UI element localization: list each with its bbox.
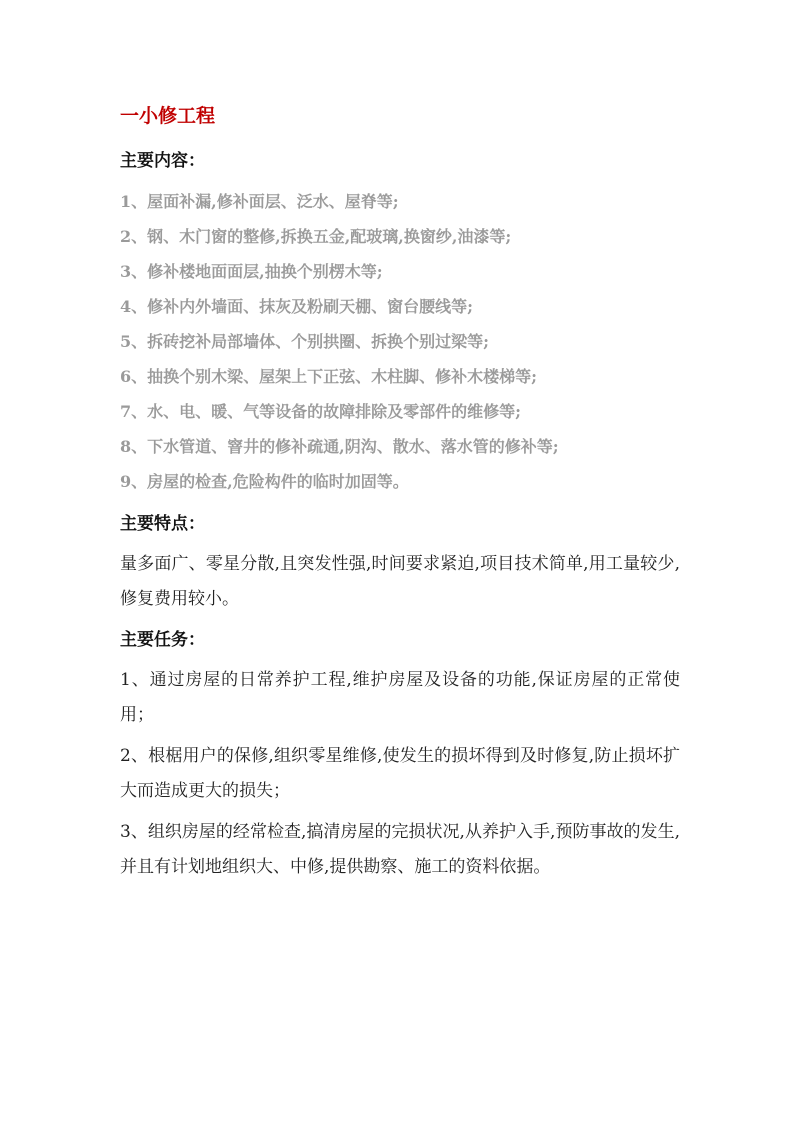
content-list bbox=[120, 184, 680, 499]
content-item-4: 4、修补内外墙面、抹灰及粉刷天棚、窗台腰线等; bbox=[120, 297, 474, 316]
document-title: 一小修工程 bbox=[120, 105, 216, 127]
content-item-1: 1、屋面补漏,修补面层、泛水、屋脊等; bbox=[120, 192, 399, 211]
features-heading: 主要特点： bbox=[120, 514, 205, 534]
task-item-1: 1、通过房屋的日常养护工程,维护房屋及设备的功能,保证房屋的正常使用； bbox=[120, 670, 680, 725]
features-paragraph: 量多面广、零星分散,且突发性强,时间要求紧迫,项目技术简单,用工量较少,修复费用较小。 bbox=[120, 554, 680, 609]
content-heading: 主要内容： bbox=[120, 151, 205, 171]
document-page bbox=[120, 100, 680, 891]
task-item-2: 2、根椐用户的保修,组织零星维修,使发生的损坏得到及时修复,防止损坏扩大而造成更大的损失； bbox=[120, 746, 680, 801]
content-item-7: 7、水、电、暖、气等设备的故障排除及零部件的维修等; bbox=[120, 402, 522, 421]
content-item-3: 3、修补楼地面面层,抽换个别楞木等; bbox=[120, 262, 383, 281]
content-item-6: 6、抽换个别木梁、屋架上下正弦、木柱脚、修补木楼梯等; bbox=[120, 367, 538, 386]
content-item-2: 2、钢、木门窗的整修,拆换五金,配玻璃,换窗纱,油漆等; bbox=[120, 227, 512, 246]
content-item-9: 9、房屋的检查,危险构件的临时加固等。 bbox=[120, 472, 409, 491]
task-item-3: 3、组织房屋的经常检查,搞清房屋的完损状况,从养护入手,预防事故的发生,并且有计划地组织大、中修,提供勘察、施工的资料依据。 bbox=[120, 822, 680, 877]
tasks-heading: 主要任务： bbox=[120, 630, 205, 650]
content-item-5: 5、拆砖挖补局部墙体、个别拱圈、拆换个别过梁等; bbox=[120, 332, 490, 351]
content-item-8: 8、下水管道、窨井的修补疏通,阴沟、散水、落水管的修补等; bbox=[120, 437, 559, 456]
